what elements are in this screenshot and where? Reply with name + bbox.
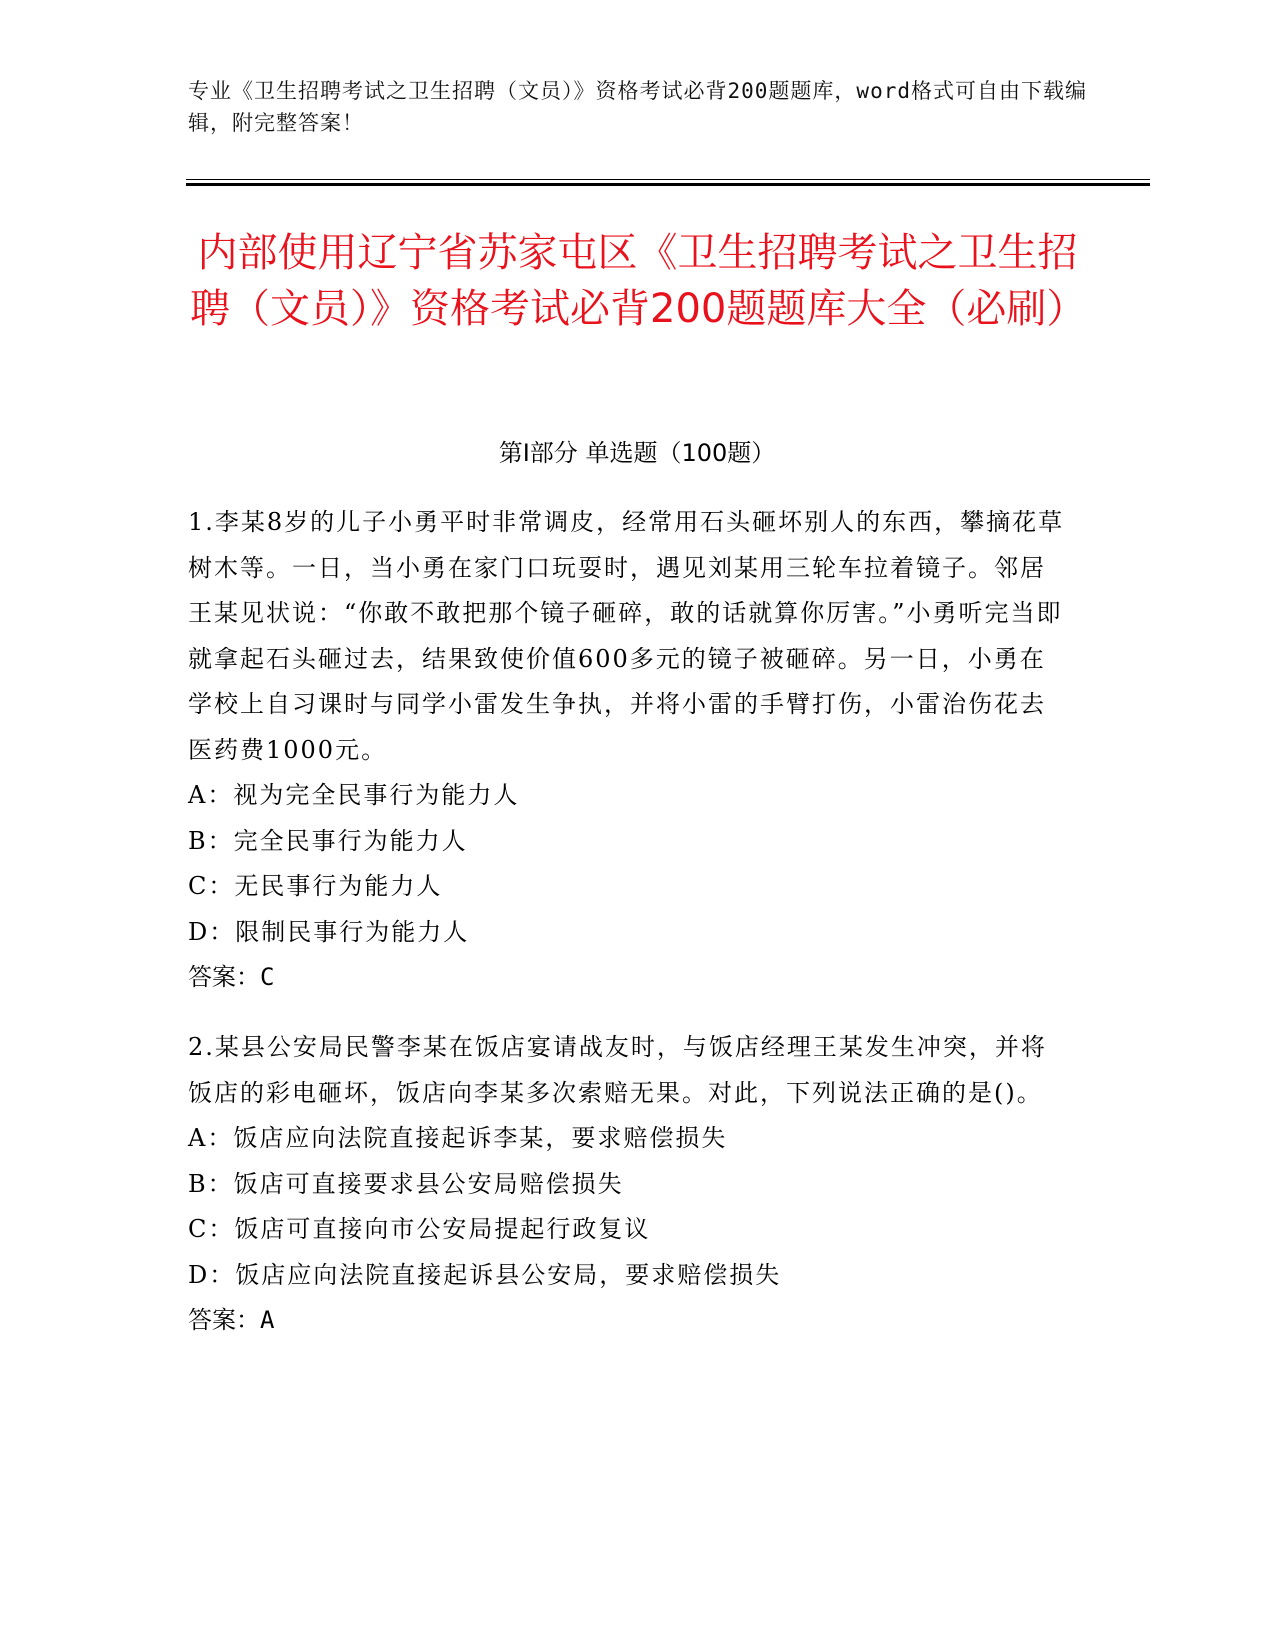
option-d: D：饭店应向法院直接起诉县公安局，要求赔偿损失 <box>188 1260 782 1289</box>
answer-label: 答案： <box>188 963 260 991</box>
option-a: A：视为完全民事行为能力人 <box>188 781 520 809</box>
document-title: 内部使用辽宁省苏家屯区《卫生招聘考试之卫生招聘（文员）》资格考试必背200题题库大全（必刷） <box>190 230 1087 332</box>
question-1 <box>188 500 1068 1001</box>
section-heading: 第Ⅰ部分 单选题（100题） <box>498 439 776 467</box>
option-b: B：完全民事行为能力人 <box>188 826 468 855</box>
answer-label: 答案： <box>188 1306 260 1334</box>
question-stem: 2.某县公安局民警李某在饭店宴请战友时，与饭店经理王某发生冲突，并将饭店的彩电砸坏，饭店向李某多次索赔无果。对此，下列说法正确的是()。 <box>188 1033 1047 1107</box>
option-a: A：饭店应向法院直接起诉李某，要求赔偿损失 <box>188 1124 728 1152</box>
header-note: 专业《卫生招聘考试之卫生招聘（文员）》资格考试必背200题题库，word格式可自由下载编辑，附完整答案！ <box>188 79 1087 135</box>
header-divider-thick <box>186 183 1150 186</box>
question-stem: 1.李某8岁的儿子小勇平时非常调皮，经常用石头砸坏别人的东西，攀摘花草树木等。一日，当小勇在家门口玩耍时，遇见刘某用三轮车拉着镜子。邻居王某见状说：“你敢不敢把那个镜子砸碎，敢的话就算你厉害。”小勇听完当即就拿起石头砸过去，结果致使价值600多元的镜子被砸碎。另一日，小勇在学校上自习课时与同学小雷发生争执，并将小雷的手臂打伤，小雷治伤花去医药费1000元。 <box>188 508 1065 764</box>
header-divider-thin <box>186 179 1150 180</box>
answer-value: A <box>260 1306 275 1334</box>
answer-line <box>188 955 1068 1001</box>
option-d: D：限制民事行为能力人 <box>188 917 470 946</box>
question-2 <box>188 1025 1068 1344</box>
answer-value: C <box>260 963 275 991</box>
option-c: C：饭店可直接向市公安局提起行政复议 <box>188 1215 651 1243</box>
answer-line <box>188 1298 1068 1344</box>
option-b: B：饭店可直接要求县公安局赔偿损失 <box>188 1169 624 1198</box>
option-c: C：无民事行为能力人 <box>188 872 443 900</box>
